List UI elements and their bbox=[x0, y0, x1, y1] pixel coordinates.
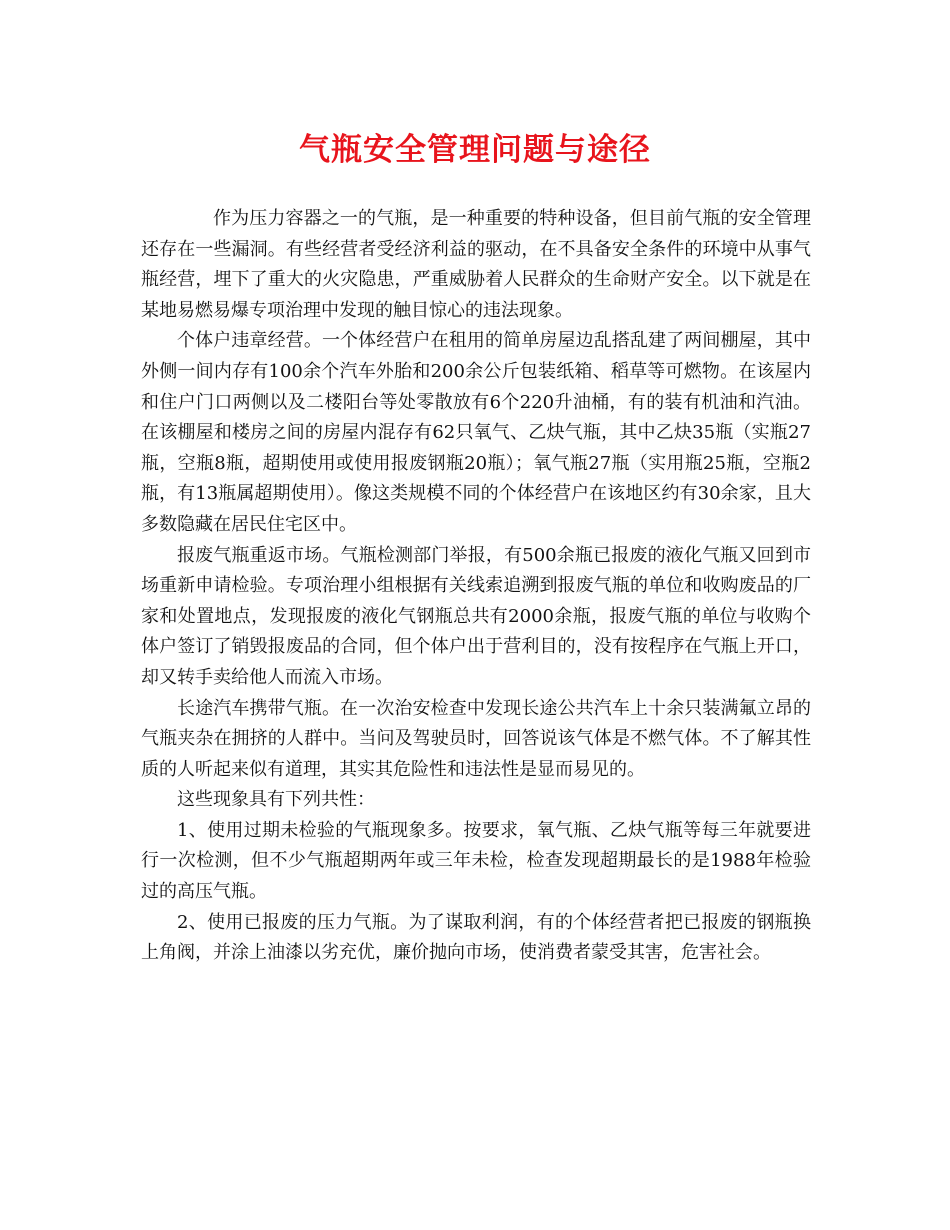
paragraph-point-1: 1、使用过期未检验的气瓶现象多。按要求，氧气瓶、乙炔气瓶等每三年就要进行一次检测，但不少气瓶超期两年或三年未检，检查发现超期最长的是1988年检验过的高压气瓶。 bbox=[141, 819, 811, 903]
document-title: 气瓶安全管理问题与途径 bbox=[299, 132, 651, 168]
paragraph-intro: 作为压力容器之一的气瓶，是一种重要的特种设备，但目前气瓶的安全管理还存在一些漏洞。有些经营者受经济利益的驱动，在不具备安全条件的环境中从事气瓶经营，埋下了重大的火灾隐患，严重威胁着人民群众的生命财产安全。以下就是在某地易燃易爆专项治理中发现的触目惊心的违法现象。 bbox=[141, 208, 811, 321]
paragraph-point-2: 2、使用已报废的压力气瓶。为了谋取利润，有的个体经营者把已报废的钢瓶换上角阀，并涂上油漆以劣充优，廉价抛向市场，使消费者蒙受其害，危害社会。 bbox=[141, 911, 811, 964]
paragraph-long-distance-bus: 长途汽车携带气瓶。在一次治安检查中发现长途公共汽车上十余只装满氟立昂的气瓶夹杂在拥挤的人群中。当问及驾驶员时，回答说该气体是不燃气体。不了解其性质的人听起来似有道理，其实其危险性和违法性是显而易见的。 bbox=[141, 697, 811, 780]
paragraph-common-features: 这些现象具有下列共性： bbox=[177, 789, 375, 811]
document-body bbox=[141, 204, 811, 969]
paragraph-individual-violation: 个体户违章经营。一个体经营户在租用的简单房屋边乱搭乱建了两间棚屋，其中外侧一间内存有100余个汽车外胎和200余公斤包装纸箱、稻草等可燃物。在该屋内和住户门口两侧以及二楼阳台等处零散放有6个220升油桶，有的装有机油和汽油。在该棚屋和楼房之间的房屋内混存有62只氧气、乙炔气瓶，其中乙炔35瓶（实瓶27瓶，空瓶8瓶，超期使用或使用报废钢瓶20瓶）；氧气瓶27瓶（实用瓶25瓶，空瓶2瓶，有13瓶属超期使用）。像这类规模不同的个体经营户在该地区约有30余家，且大多数隐藏在居民住宅区中。 bbox=[141, 330, 811, 535]
paragraph-scrapped-cylinders: 报废气瓶重返市场。气瓶检测部门举报，有500余瓶已报废的液化气瓶又回到市场重新申请检验。专项治理小组根据有关线索追溯到报废气瓶的单位和收购废品的厂家和处置地点，发现报废的液化气钢瓶总共有2000余瓶，报废气瓶的单位与收购个体户签订了销毁报废品的合同，但个体户出于营利目的，没有按程序在气瓶上开口，却又转手卖给他人而流入市场。 bbox=[141, 544, 811, 688]
